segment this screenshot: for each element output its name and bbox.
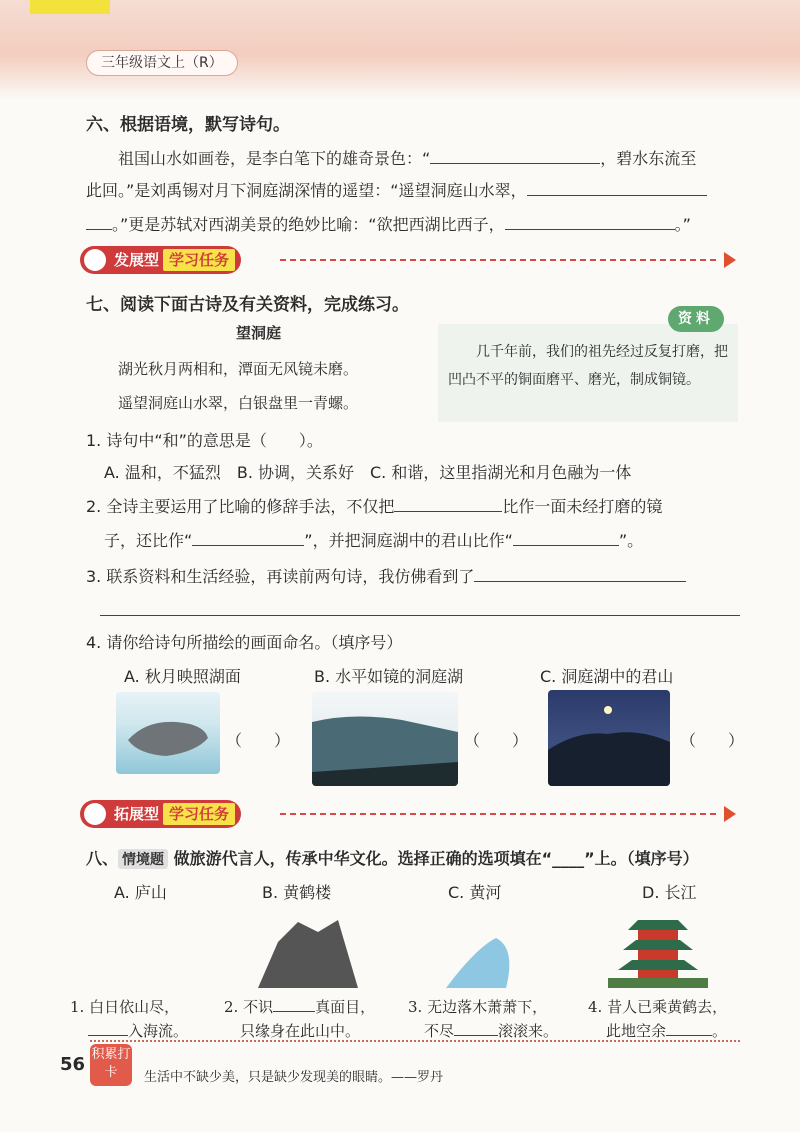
p3c: 滚滚来。	[498, 1022, 559, 1040]
banner-a: 发展型	[114, 251, 160, 269]
footer-quote: 生活中不缺少美，只是缺少发现美的眼睛。——罗丹	[144, 1070, 444, 1085]
arrow-icon	[724, 806, 736, 822]
blank[interactable]	[505, 228, 675, 230]
q2c: 子，还比作“	[104, 531, 193, 550]
blank[interactable]	[666, 1034, 712, 1036]
blank[interactable]	[513, 544, 619, 546]
option-a: A. 秋月映照湖面	[124, 667, 241, 686]
q2a: 2. 全诗主要运用了比喻的修辞手法，不仅把	[86, 497, 395, 516]
s6-line3	[86, 212, 691, 235]
p2-line2: 只缘身在此山中。	[240, 1022, 361, 1040]
blank[interactable]	[192, 544, 304, 546]
p4b: 此地空余	[606, 1022, 667, 1040]
p2a: 2. 不识	[224, 998, 274, 1016]
s6-line2	[86, 178, 707, 201]
s8-num: 八、	[86, 849, 119, 868]
p4-line2	[606, 1020, 727, 1041]
rock-illustration	[116, 692, 220, 774]
river-image	[436, 928, 526, 988]
p3-line2	[424, 1020, 558, 1041]
s6-line1	[118, 146, 696, 169]
reference-tag: 资料	[668, 306, 724, 332]
banner-a: 拓展型	[114, 805, 160, 823]
tower-image	[608, 910, 708, 988]
image-mirror-lake	[312, 692, 458, 786]
paren-c[interactable]: （ ）	[680, 731, 745, 750]
section7-title: 七、阅读下面古诗及有关资料，完成练习。	[86, 295, 409, 315]
mountain-illustration	[548, 690, 670, 786]
banner-expansion	[80, 800, 740, 828]
poem-line2: 遥望洞庭山水翠，白银盘里一青螺。	[118, 394, 359, 412]
banner-development	[80, 246, 740, 274]
lightbulb-icon	[84, 249, 106, 271]
s6-l1a: 祖国山水如画卷，是李白笔下的雄奇景色：“	[118, 149, 431, 168]
q2e: ”。	[618, 531, 644, 550]
blank[interactable]	[527, 194, 707, 196]
header-strip	[30, 0, 110, 14]
poem-line1: 湖光秋月两相和，潭面无风镜未磨。	[118, 360, 359, 378]
q2d: ”，并把洞庭湖中的君山比作“	[304, 531, 513, 550]
s8-opt-d: D. 长江	[642, 883, 697, 902]
s8-opt-a: A. 庐山	[114, 883, 167, 902]
s6-l2a: 此回。”是刘禹锡对月下洞庭湖深情的遥望：“遥望洞庭山水翠，	[86, 181, 527, 200]
accumulate-badge: 积累打卡	[90, 1044, 132, 1086]
blank[interactable]	[394, 510, 502, 512]
q2-line2	[104, 528, 643, 551]
paren-a[interactable]: （ ）	[226, 731, 291, 750]
section6-title: 六、根据语境，默写诗句。	[86, 115, 290, 135]
q3-text: 3. 联系资料和生活经验，再读前两句诗，我仿佛看到了	[86, 567, 475, 586]
page-number: 56	[60, 1054, 86, 1075]
image-lake-rock	[116, 692, 220, 774]
p4-line1: 4. 昔人已乘黄鹤去，	[588, 998, 728, 1016]
blank[interactable]	[454, 1034, 498, 1036]
s6-l3a: 。”更是苏轼对西湖美景的绝妙比喻：“欲把西湖比西子，	[112, 215, 505, 234]
p2b: 真面目，	[315, 998, 376, 1016]
s8-opt-b: B. 黄鹤楼	[262, 883, 332, 902]
poem-title: 望洞庭	[236, 324, 282, 342]
option-b: B. 水平如镜的洞庭湖	[314, 667, 464, 686]
image-moon-mountain	[548, 690, 670, 786]
blank[interactable]	[273, 1010, 315, 1012]
footer-divider	[90, 1040, 740, 1042]
lake-illustration	[312, 692, 458, 786]
q2b: 比作一面未经打磨的镜	[502, 497, 663, 516]
answer-line[interactable]	[100, 614, 740, 616]
banner-dash	[280, 259, 716, 261]
p1-line2	[88, 1020, 188, 1041]
blank[interactable]	[430, 162, 600, 164]
q1: 1. 诗句中“和”的意思是（ ）。	[86, 431, 323, 450]
banner-b: 学习任务	[163, 249, 235, 271]
q1-options: A. 温和，不猛烈 B. 协调，关系好 C. 和谐，这里指湖光和月色融为一体	[104, 463, 632, 482]
s6-l3b: 。”	[674, 215, 691, 234]
reference-text: 几千年前，我们的祖先经过反复打磨，把凹凸不平的铜面磨平、磨光，制成铜镜。	[448, 344, 728, 388]
p4c: 。	[712, 1022, 728, 1040]
blank[interactable]	[474, 580, 686, 582]
p3-line1: 3. 无边落木萧萧下，	[408, 998, 548, 1016]
arrow-icon	[724, 252, 736, 268]
p1b: 入海流。	[128, 1022, 189, 1040]
paren-b[interactable]: （ ）	[464, 731, 529, 750]
blank[interactable]	[88, 1034, 128, 1036]
banner-dash	[280, 813, 716, 815]
option-c: C. 洞庭湖中的君山	[540, 667, 674, 686]
blank[interactable]	[86, 228, 112, 230]
context-tag: 情境题	[118, 849, 168, 869]
lightbulb-icon	[84, 803, 106, 825]
s6-l1b: ，碧水东流至	[600, 149, 697, 168]
p3b: 不尽	[424, 1022, 455, 1040]
q2-line1	[86, 494, 662, 517]
p2-line1	[224, 996, 375, 1017]
q3	[86, 564, 686, 587]
banner-b: 学习任务	[163, 803, 235, 825]
mountain-image	[258, 912, 358, 988]
s8-opt-c: C. 黄河	[448, 883, 502, 902]
grade-label: 三年级语文上（R）	[86, 50, 238, 76]
s8-text: 做旅游代言人，传承中华文化。选择正确的选项填在“____”上。（填序号）	[173, 849, 699, 868]
q4: 4. 请你给诗句所描绘的画面命名。（填序号）	[86, 633, 403, 652]
p1-line1: 1. 白日依山尽，	[70, 998, 180, 1016]
section8-title	[86, 846, 699, 869]
